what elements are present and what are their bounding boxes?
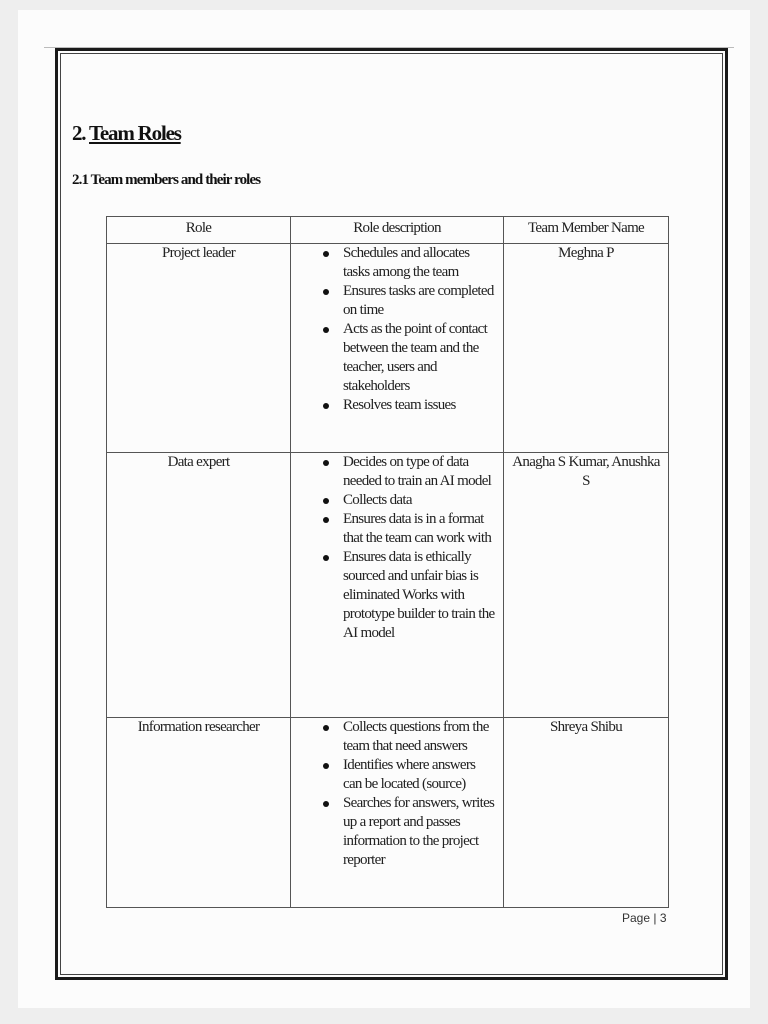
member-cell: Meghna P	[504, 244, 669, 453]
role-cell: Project leader	[107, 244, 291, 453]
section-title: Team Roles	[89, 121, 181, 145]
role-cell: Information researcher	[107, 718, 291, 908]
duty-item: Ensures data is in a format that the team can work with	[291, 510, 497, 548]
duty-item: Decides on type of data needed to train an AI model	[291, 453, 497, 491]
duty-list	[291, 718, 497, 870]
team-roles-table	[106, 216, 669, 908]
table-row	[107, 718, 669, 908]
duty-item: Collects data	[291, 491, 497, 510]
table-row	[107, 453, 669, 718]
page-separator: |	[653, 911, 657, 925]
page-footer	[622, 911, 667, 925]
description-cell	[291, 244, 504, 453]
column-header-member: Team Member Name	[504, 217, 669, 244]
section-heading	[72, 121, 181, 146]
duty-list	[291, 244, 497, 415]
page-number: 3	[659, 911, 667, 925]
duty-item: Schedules and allocates tasks among the team	[291, 244, 497, 282]
duty-item: Ensures tasks are completed on time	[291, 282, 497, 320]
duty-item: Acts as the point of contact between the team and the teacher, users and stakeholders	[291, 320, 497, 396]
member-cell: Shreya Shibu	[504, 718, 669, 908]
page-label: Page	[622, 911, 651, 925]
description-cell	[291, 453, 504, 718]
duty-item: Resolves team issues	[291, 396, 497, 415]
duty-item: Searches for answers, writes up a report and passes information to the project reporter	[291, 794, 497, 870]
table-header-row	[107, 217, 669, 244]
duty-item: Identifies where answers can be located (source)	[291, 756, 497, 794]
column-header-role: Role	[107, 217, 291, 244]
section-number: 2.	[72, 121, 86, 145]
column-header-description: Role description	[291, 217, 504, 244]
role-cell: Data expert	[107, 453, 291, 718]
duty-item: Ensures data is ethically sourced and unfair bias is eliminated Works with prototype builder to train the AI model	[291, 548, 497, 643]
subsection-heading: 2.1 Team members and their roles	[72, 172, 261, 188]
duty-item: Collects questions from the team that need answers	[291, 718, 497, 756]
duty-list	[291, 453, 497, 643]
table-row	[107, 244, 669, 453]
member-cell: Anagha S Kumar, Anushka S	[504, 453, 669, 718]
description-cell	[291, 718, 504, 908]
